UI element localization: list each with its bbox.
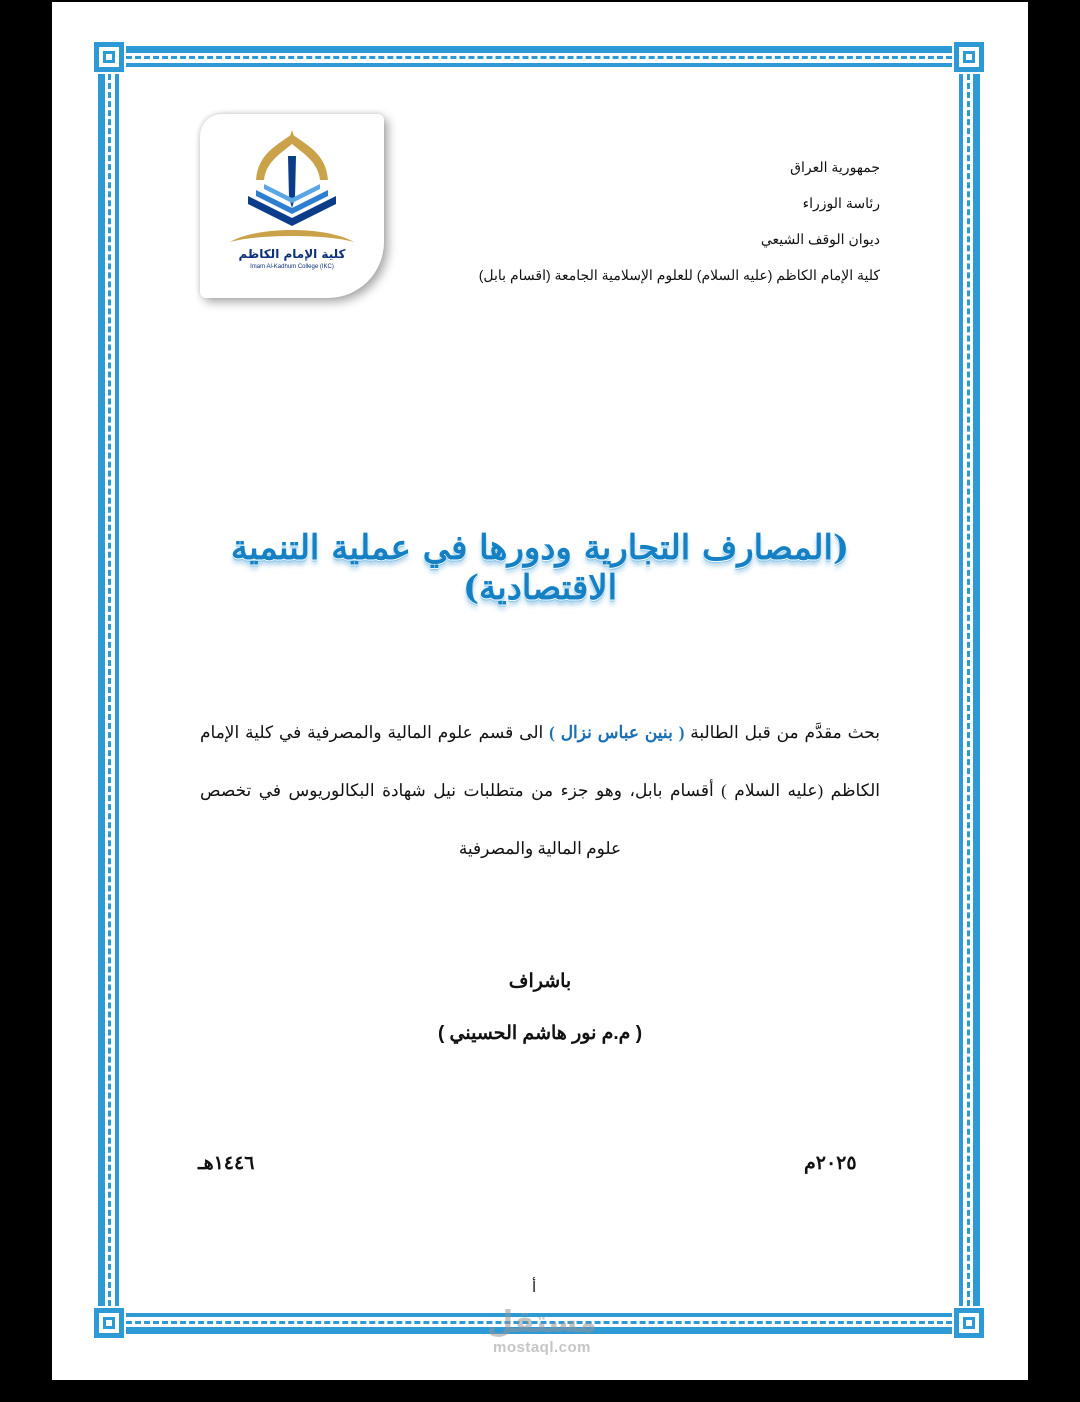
year-gregorian: ٢٠٢٥م (804, 1153, 857, 1174)
border-corner-ornament (952, 1306, 986, 1340)
college-emblem-icon (218, 128, 366, 248)
watermark-url: mostaql.com (492, 1339, 592, 1356)
border-corner-ornament (92, 40, 126, 74)
logo-english-text: Imam Al-Kadhum College (IKC) (250, 264, 334, 270)
institution-header (360, 156, 880, 300)
description-department: الى قسم علوم المالية والمصرفية في كلية الإمام (200, 723, 550, 742)
year-hijri: ١٤٤٦هـ (198, 1153, 255, 1174)
document-page (52, 2, 1028, 1380)
research-description (200, 704, 880, 878)
description-line-1 (200, 704, 880, 762)
header-country: جمهورية العراق (790, 159, 880, 175)
description-intro: بحث مقدَّم من قبل الطالبة (684, 723, 880, 742)
header-college: كلية الإمام الكاظم (عليه السلام) للعلوم الإسلامية الجامعة (اقسام بابل) (478, 267, 880, 283)
header-presidency: رئاسة الوزراء (802, 195, 880, 211)
research-title: (المصارف التجارية ودورها في عملية التنمية الاقتصادية) (230, 528, 850, 608)
header-endowment: ديوان الوقف الشيعي (760, 231, 880, 247)
description-line-3: علوم المالية والمصرفية (458, 839, 622, 858)
college-logo (200, 114, 384, 298)
supervisor-name: ( م.م نور هاشم الحسيني ) (437, 1023, 643, 1044)
border-corner-ornament (92, 1306, 126, 1340)
page-number: أ (532, 1280, 537, 1296)
watermark-logo (472, 1306, 612, 1356)
watermark-arabic: مستقل (487, 1305, 597, 1340)
student-name: ( بنين عباس نزال ) (549, 723, 685, 742)
logo-arabic-text: كلية الإمام الكاظم (238, 247, 346, 261)
description-line-2: الكاظم (عليه السلام ) أقسام بابل، وهو جزء من متطلبات نيل شهادة البكالوريوس في تخصص (200, 781, 880, 800)
supervision-label: باشراف (508, 971, 572, 992)
border-corner-ornament (952, 40, 986, 74)
